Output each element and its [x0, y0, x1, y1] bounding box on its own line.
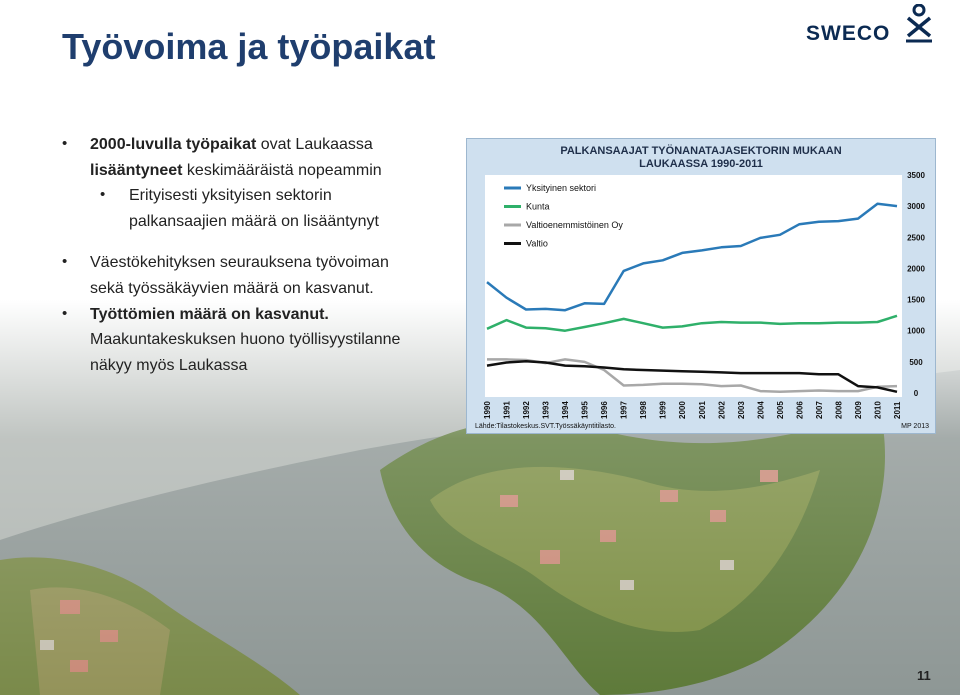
legend-label: Kunta [526, 201, 550, 212]
bullet-1-bold-1: 2000-luvulla työpaikat [90, 136, 257, 153]
x-tick-label: 2008 [834, 401, 844, 419]
x-tick-label: 2003 [736, 401, 746, 419]
x-tick-label: 2001 [697, 401, 707, 419]
y-tick-label: 2500 [907, 233, 925, 243]
chart-title-line-2: LAUKAASSA 1990-2011 [639, 158, 763, 170]
x-tick-label: 1991 [502, 401, 512, 419]
y-tick-label: 3000 [907, 202, 925, 212]
x-tick-label: 1996 [600, 401, 610, 419]
x-tick-label: 2009 [853, 401, 863, 419]
bullet-2-line-2: sekä työssäkäyvien määrä on kasvanut. [90, 279, 374, 297]
bullet-1-bold-2: lisääntyneet [90, 161, 183, 179]
sweco-logo [806, 4, 936, 48]
y-axis [907, 171, 925, 398]
x-tick-label: 1997 [619, 401, 629, 419]
y-tick-label: 500 [909, 357, 923, 367]
x-tick-label: 1993 [541, 401, 551, 419]
y-tick-label: 0 [913, 389, 919, 398]
slide-title: Työvoima ja työpaikat [62, 26, 436, 67]
x-axis [483, 401, 902, 419]
x-tick-label: 2007 [814, 401, 824, 419]
x-tick-label: 1990 [483, 401, 492, 419]
legend [494, 179, 634, 253]
x-tick-label: 2000 [678, 401, 688, 419]
line-chart [466, 138, 936, 434]
x-tick-label: 1999 [658, 401, 668, 419]
bullet-3 [62, 302, 452, 328]
x-tick-label: 2002 [717, 401, 727, 419]
x-tick-label: 2010 [873, 401, 883, 419]
bullet-1-text-1: ovat Laukaassa [256, 136, 373, 153]
paragraph [62, 327, 452, 378]
paragraph-line-1: Maakuntakeskuksen huono työllisyystilanne [90, 331, 401, 349]
legend-label: Yksityinen sektori [526, 183, 597, 193]
y-tick-label: 1500 [907, 295, 925, 305]
chart-title-line-1: PALKANSAAJAT TYÖNANATAJASEKTORIN MUKAAN [560, 145, 842, 157]
legend-label: Valtio [526, 238, 548, 249]
x-tick-label: 2004 [756, 401, 766, 419]
page-number: 11 [917, 668, 931, 683]
sub-bullet-1-line-1: Erityisesti yksityisen sektorin [129, 187, 332, 205]
bullet-list [62, 132, 452, 378]
x-tick-label: 1992 [522, 401, 532, 419]
x-tick-label: 1995 [580, 401, 590, 419]
bullet-3-text: Työttömien määrä on kasvanut. [90, 305, 329, 323]
bullet-1 [62, 132, 452, 183]
logo-text: SWECO [806, 22, 891, 45]
bullet-1-text-2: keskimääräistä nopeammin [182, 161, 382, 179]
x-tick-label: 1998 [639, 401, 649, 419]
x-tick-label: 2011 [893, 401, 902, 419]
sweco-mark-icon [902, 4, 936, 44]
chart-svg [467, 139, 935, 433]
y-tick-label: 2000 [907, 264, 925, 274]
sub-bullet-1-line-2: palkansaajien määrä on lisääntynyt [129, 212, 379, 230]
legend-label: Valtioenemmistöinen Oy [526, 220, 623, 230]
chart-source: Lähde:Tilastokeskus.SVT.Työssäkäyntitilasto. [475, 423, 616, 430]
bullet-2-line-1: Väestökehityksen seurauksena työvoiman [90, 254, 389, 272]
x-tick-label: 2006 [795, 401, 805, 419]
chart-credit: MP 2013 [901, 423, 929, 430]
x-tick-label: 1994 [561, 401, 571, 419]
y-tick-label: 1000 [907, 326, 925, 336]
paragraph-line-2: näkyy myös Laukassa [90, 356, 248, 374]
x-tick-label: 2005 [775, 401, 785, 419]
bullet-2 [62, 250, 452, 301]
sub-bullet-1 [62, 183, 452, 234]
y-tick-label: 3500 [907, 171, 925, 180]
